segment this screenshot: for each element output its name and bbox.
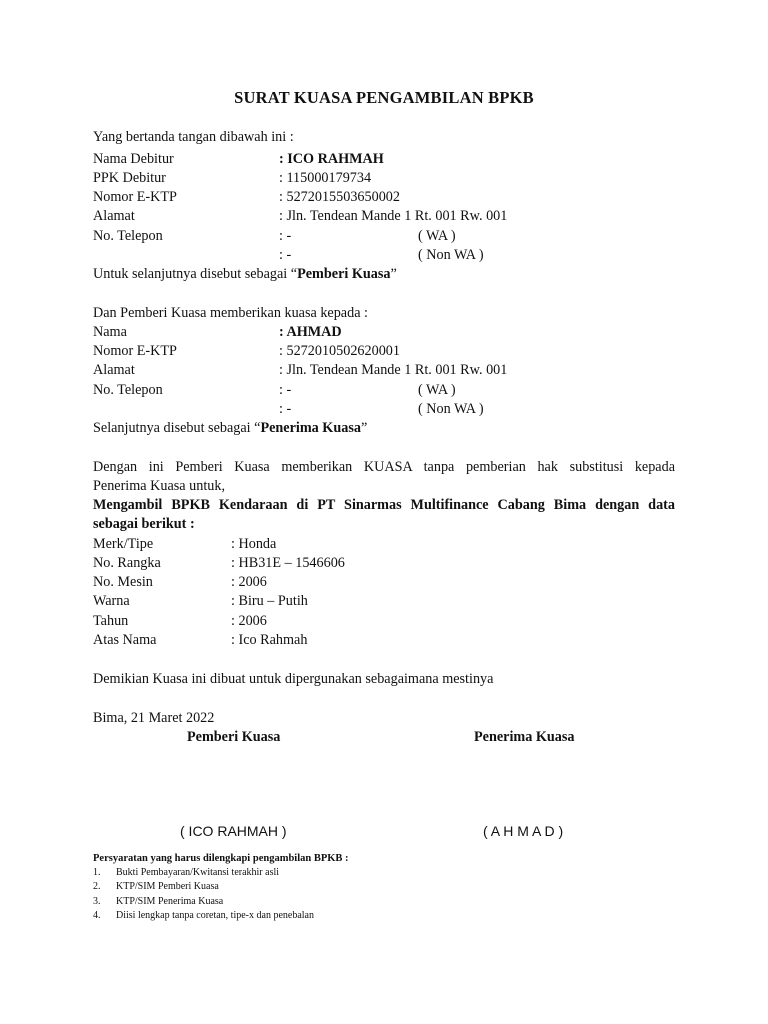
vehicle-year-value: : 2006	[231, 613, 267, 629]
place-date: Bima, 21 Maret 2022	[93, 710, 215, 726]
vehicle-owner-label: Atas Nama	[93, 632, 157, 648]
closing-text: Demikian Kuasa ini dibuat untuk dipergunakan sebagaimana mestinya	[93, 671, 494, 687]
requirement-text: KTP/SIM Pemberi Kuasa	[116, 881, 219, 892]
debtor-name-value: : ICO RAHMAH	[279, 151, 384, 167]
penerima-note-suffix: ”	[360, 420, 368, 436]
debtor-ppk-label: PPK Debitur	[93, 170, 166, 186]
recipient-phone-nonwa-tag: ( Non WA )	[418, 401, 484, 417]
vehicle-frame-label: No. Rangka	[93, 555, 161, 571]
document-title: SURAT KUASA PENGAMBILAN BPKB	[234, 88, 534, 107]
recipient-name-value: : AHMAD	[279, 324, 342, 340]
penerima-intro: Dan Pemberi Kuasa memberikan kuasa kepada :	[93, 305, 368, 321]
pemberi-note-bold: Pemberi Kuasa	[297, 266, 391, 282]
purpose-line1: Mengambil BPKB Kendaraan di PT Sinarmas Multifinance Cabang Bima dengan data	[93, 497, 675, 513]
kuasa-statement-line1: Dengan ini Pemberi Kuasa memberikan KUASA tanpa pemberian hak substitusi kepada	[93, 459, 675, 475]
debtor-phone-nonwa-tag: ( Non WA )	[418, 247, 484, 263]
debtor-address-label: Alamat	[93, 208, 135, 224]
requirement-num: 2.	[93, 881, 101, 892]
penerima-note-prefix: Selanjutnya disebut sebagai “	[93, 420, 261, 436]
penerima-note-bold: Penerima Kuasa	[260, 420, 361, 436]
signature-role-penerima: Penerima Kuasa	[474, 729, 575, 745]
recipient-phone-wa-tag: ( WA )	[418, 382, 456, 398]
requirements-title: Persyaratan yang harus dilengkapi pengambilan BPKB :	[93, 853, 349, 864]
vehicle-color-value: : Biru – Putih	[231, 593, 308, 609]
debtor-name-label: Nama Debitur	[93, 151, 174, 167]
recipient-address-label: Alamat	[93, 362, 135, 378]
vehicle-brand-value: : Honda	[231, 536, 277, 552]
recipient-phone-nonwa-value: : -	[279, 401, 292, 417]
requirement-text: Diisi lengkap tanpa coretan, tipe-x dan penebalan	[116, 910, 314, 921]
recipient-ektp-value: : 5272010502620001	[279, 343, 400, 359]
recipient-name-label: Nama	[93, 324, 127, 340]
recipient-ektp-label: Nomor E-KTP	[93, 343, 177, 359]
debtor-phone-nonwa-value: : -	[279, 247, 292, 263]
pemberi-kuasa-note	[93, 265, 397, 284]
vehicle-brand-label: Merk/Tipe	[93, 536, 154, 552]
requirement-num: 1.	[93, 867, 101, 878]
vehicle-color-label: Warna	[93, 593, 130, 609]
recipient-address-value: : Jln. Tendean Mande 1 Rt. 001 Rw. 001	[279, 362, 508, 378]
debtor-address-value: : Jln. Tendean Mande 1 Rt. 001 Rw. 001	[279, 208, 508, 224]
vehicle-frame-value: : HB31E – 1546606	[231, 555, 345, 571]
debtor-phone-wa-value: : -	[279, 228, 292, 244]
vehicle-engine-label: No. Mesin	[93, 574, 153, 590]
debtor-phone-label: No. Telepon	[93, 228, 163, 244]
signature-name-penerima: ( A H M A D )	[483, 823, 564, 839]
pemberi-note-suffix: ”	[390, 266, 397, 282]
debtor-ektp-label: Nomor E-KTP	[93, 189, 177, 205]
vehicle-owner-value: : Ico Rahmah	[231, 632, 308, 648]
requirement-text: Bukti Pembayaran/Kwitansi terakhir asli	[116, 867, 280, 878]
vehicle-year-label: Tahun	[93, 613, 129, 629]
debtor-phone-wa-tag: ( WA )	[418, 228, 456, 244]
requirement-text: KTP/SIM Penerima Kuasa	[116, 896, 224, 907]
recipient-phone-wa-value: : -	[279, 382, 292, 398]
debtor-ppk-value: : 115000179734	[279, 170, 372, 186]
signature-role-pemberi: Pemberi Kuasa	[187, 729, 281, 745]
debtor-ektp-value: : 5272015503650002	[279, 189, 400, 205]
vehicle-engine-value: : 2006	[231, 574, 267, 590]
recipient-phone-label: No. Telepon	[93, 382, 163, 398]
signature-name-pemberi: ( ICO RAHMAH )	[180, 823, 287, 839]
requirement-num: 4.	[93, 910, 101, 921]
penerima-kuasa-note	[93, 419, 367, 438]
requirement-num: 3.	[93, 896, 101, 907]
purpose-line2: sebagai berikut :	[93, 516, 195, 532]
intro-text: Yang bertanda tangan dibawah ini :	[93, 129, 294, 145]
pemberi-note-prefix: Untuk selanjutnya disebut sebagai “	[93, 266, 298, 282]
kuasa-statement-line2: Penerima Kuasa untuk,	[93, 478, 225, 494]
